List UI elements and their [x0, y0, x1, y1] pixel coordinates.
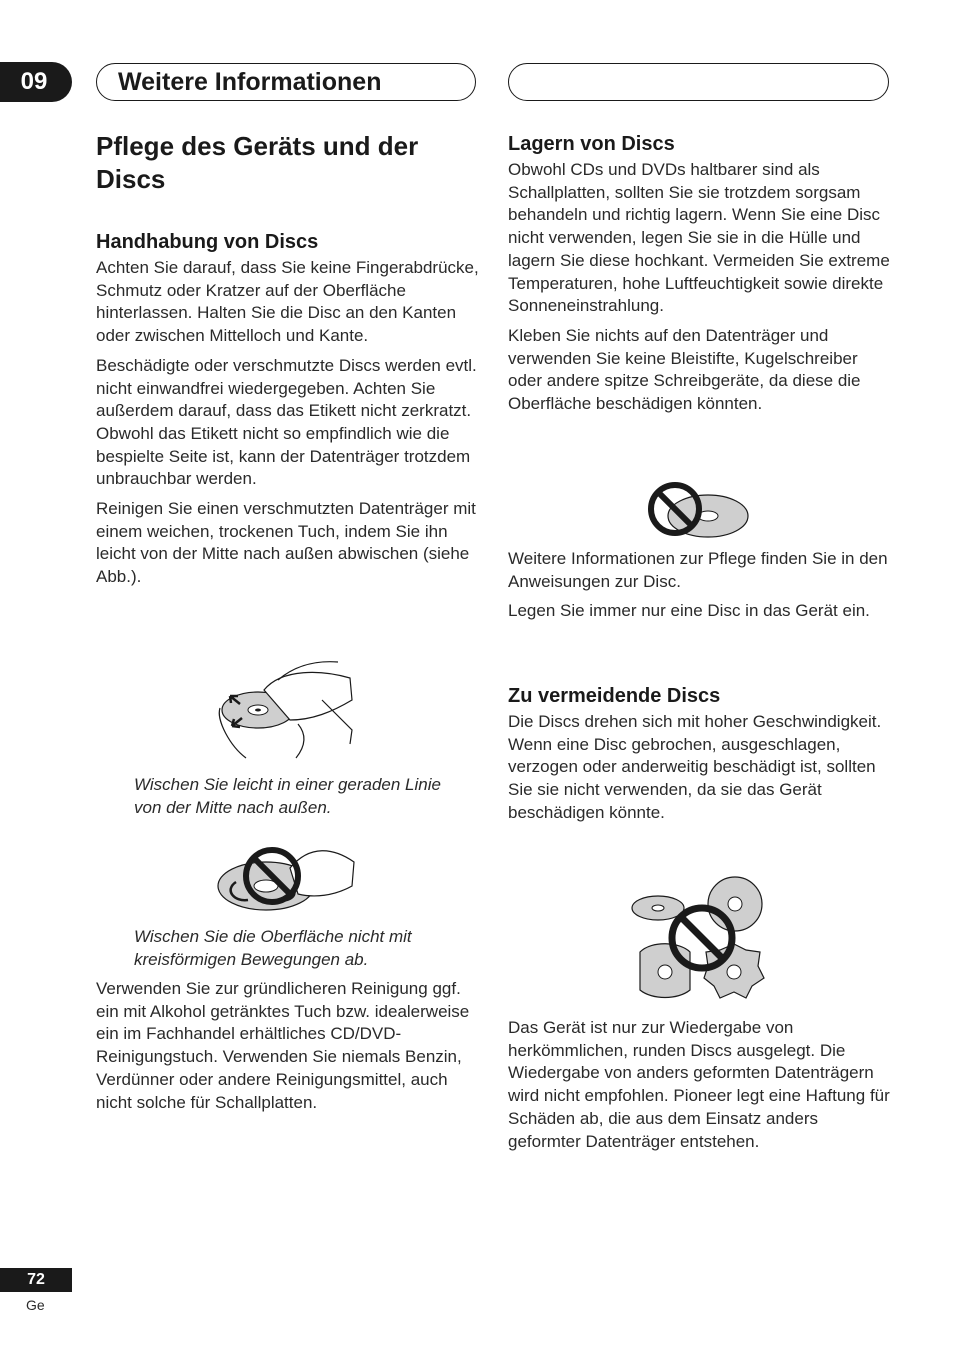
- caption-wipe-straight: Wischen Sie leicht in einer geraden Linie von der Mitte nach außen.: [134, 775, 441, 817]
- wipe-straight-illustration: [212, 660, 362, 762]
- avoid-extra-block: [508, 1017, 892, 1153]
- handling-paragraph-2: Beschädigte oder verschmutzte Discs werden evtl. nicht einwandfrei wiedergegeben. Achten Sie außerdem darauf, dass das Etikett nicht zerkratzt. Obwohl das Etikett nicht so empfindlich wie die bespielte Seite ist, kann der Datenträger trotzdem unbrauchbar werden.: [96, 355, 477, 489]
- avoid-paragraph-1: Die Discs drehen sich mit hoher Geschwindigkeit. Wenn eine Disc gebrochen, ausgeschlagen, verzogen oder anderweitig beschädigt ist, sollten Sie sie nicht verwenden, da sie das Gerät beschädigen könnte.: [508, 712, 882, 822]
- irregular-discs-illustration: [628, 872, 768, 1004]
- page-number: 72: [0, 1268, 72, 1292]
- avoid-discs-heading: Zu vermeidende Discs: [508, 685, 721, 707]
- disc-handling-section: [96, 229, 480, 589]
- storage-paragraph-3: Weitere Informationen zur Pflege finden Sie in den Anweisungen zur Disc.: [508, 549, 888, 591]
- storage-extra-block: [508, 548, 892, 623]
- caption-wipe-circular: Wischen Sie die Oberfläche nicht mit kreisförmigen Bewegungen ab.: [134, 927, 412, 969]
- chapter-number-badge: 09: [0, 62, 72, 102]
- caption-2-block: [134, 926, 454, 971]
- section-title: Weitere Informationen: [118, 68, 382, 96]
- page-title-block: [96, 130, 426, 196]
- page-language-code: Ge: [26, 1297, 45, 1313]
- cleaning-section: [96, 978, 480, 1114]
- handling-paragraph-1: Achten Sie darauf, dass Sie keine Fingerabdrücke, Schmutz oder Kratzer auf der Oberfläche hinterlassen. Halten Sie die Disc an den Kanten oder zwischen Mittelloch und Kante.: [96, 258, 479, 346]
- handling-paragraph-3: Reinigen Sie einen verschmutzten Datenträger mit einem weichen, trockenen Tuch, indem Sie ihn leicht von der Mitte nach außen abwischen (siehe Abb.).: [96, 499, 476, 587]
- storage-paragraph-2: Kleben Sie nichts auf den Datenträger und verwenden Sie keine Bleistifte, Kugelschreiber oder andere spitze Schreibgeräte, da diese die Oberfläche beschädigen könnten.: [508, 325, 861, 414]
- empty-header-frame: [508, 63, 889, 101]
- no-marking-disc-illustration: [644, 478, 752, 542]
- disc-storage-heading: Lagern von Discs: [508, 133, 675, 155]
- storage-paragraph-1: Obwohl CDs und DVDs haltbarer sind als Schallplatten, sollten Sie sie trotzdem sorgsam behandeln und richtig lagern. Wenn Sie eine Disc nicht verwenden, legen Sie sie in die Hülle und lagern Sie diese hochkant. Vermeiden Sie extreme Temperaturen, hohe Luftfeuchtigkeit sowie direkte Sonneneinstrahlung.: [508, 160, 890, 316]
- handling-paragraph-4: Verwenden Sie zur gründlicheren Reinigung ggf. ein mit Alkohol getränktes Tuch bzw. idealerweise ein im Fachhandel erhältliches CD/DVD-Reinigungstuch. Verwenden Sie niemals Benzin, Verdünner oder andere Reinigungsmittel, auch nicht solche für Schallplatten.: [96, 979, 470, 1112]
- disc-storage-section: [508, 131, 892, 416]
- page-title: Pflege des Geräts und der Discs: [96, 131, 419, 194]
- caption-1-block: [134, 774, 454, 819]
- avoid-paragraph-2: Das Gerät ist nur zur Wiedergabe von herkömmlichen, runden Discs ausgelegt. Die Wiedergabe von anders geformten Datenträgern wird nicht empfohlen. Pioneer legt eine Haftung für Schäden ab, die aus dem Einsatz anders geformter Datenträger entstehen.: [508, 1018, 890, 1151]
- wipe-circular-prohibited-illustration: [214, 838, 360, 918]
- avoid-discs-section: [508, 683, 892, 825]
- storage-paragraph-4: Legen Sie immer nur eine Disc in das Gerät ein.: [508, 601, 870, 621]
- disc-handling-heading: Handhabung von Discs: [96, 231, 319, 253]
